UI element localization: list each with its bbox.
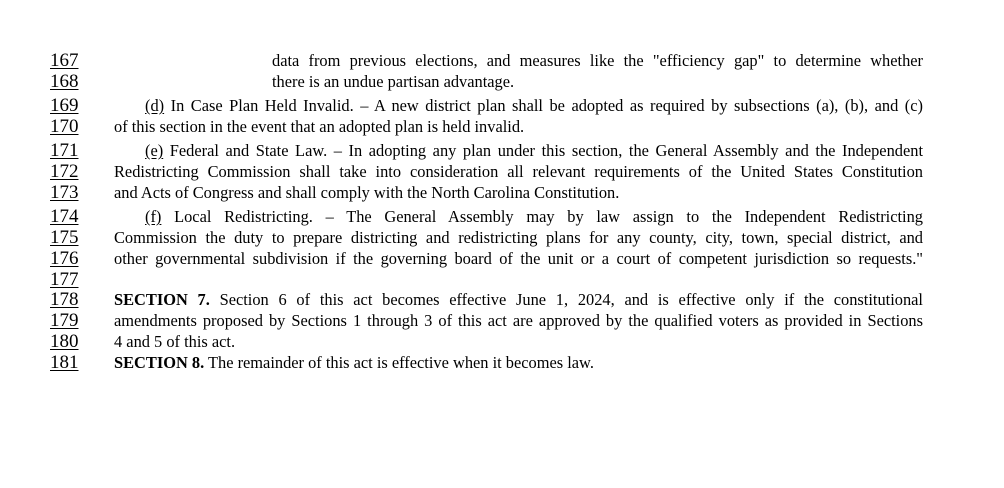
line-number: 177 (50, 269, 79, 290)
line-number: 168 (50, 71, 79, 92)
document-line (0, 71, 1004, 92)
document-line (0, 95, 1004, 116)
section-heading: SECTION 8. (114, 353, 205, 372)
line-number: 169 (50, 95, 79, 116)
line-number: 180 (50, 331, 79, 352)
line-number: 174 (50, 206, 79, 227)
line-number: 176 (50, 248, 79, 269)
document-line (0, 248, 1004, 269)
line-text: 4 and 5 of this act. (114, 332, 236, 351)
document-line (0, 50, 1004, 71)
line-text (114, 206, 923, 227)
line-number: 178 (50, 289, 79, 310)
line-number: 171 (50, 140, 79, 161)
document-line (0, 289, 1004, 310)
document-line (0, 161, 1004, 182)
line-text: and Acts of Congress and shall comply with the North Carolina Constitution. (114, 183, 620, 202)
document-line (0, 331, 1004, 352)
line-number: 173 (50, 182, 79, 203)
line-number: 172 (50, 161, 79, 182)
line-text: amendments proposed by Sections 1 through 3 of this act are approved by the qualified voters as provided in Sections (114, 311, 923, 330)
document-line (0, 227, 1004, 248)
section-text: The remainder of this act is effective when it becomes law. (204, 353, 594, 372)
line-number: 175 (50, 227, 79, 248)
section-text: Section 6 of this act becomes effective June 1, 2024, and is effective only if the constitutional (209, 290, 923, 309)
line-number: 181 (50, 352, 79, 373)
line-text: there is an undue partisan advantage. (272, 72, 515, 91)
document-line (0, 269, 1004, 290)
line-text: data from previous elections, and measures like the "efficiency gap" to determine whether (272, 51, 923, 70)
section-heading: SECTION 7. (114, 290, 210, 309)
subsection-text: In Case Plan Held Invalid. – A new district plan shall be adopted as required by subsections (a), (b), and (c) (164, 96, 923, 115)
document-line (0, 206, 1004, 227)
subsection-label: (d) (145, 96, 165, 115)
line-text (114, 140, 923, 161)
subsection-label: (e) (145, 141, 164, 160)
line-text: other governmental subdivision if the governing board of the unit or a court of competent jurisdiction so requests." (114, 249, 923, 268)
subsection-text: Local Redistricting. – The General Assembly may by law assign to the Independent Redistricting (161, 207, 923, 226)
document-line (0, 182, 1004, 203)
line-text (114, 289, 923, 310)
line-text: of this section in the event that an adopted plan is held invalid. (114, 117, 525, 136)
subsection-label: (f) (145, 207, 162, 226)
line-text: Commission the duty to prepare districting and redistricting plans for any county, city, town, special district, and (114, 228, 923, 247)
document-line (0, 116, 1004, 137)
line-text (114, 95, 923, 116)
subsection-text: Federal and State Law. – In adopting any plan under this section, the General Assembly and the Independent (163, 141, 923, 160)
line-text: Redistricting Commission shall take into consideration all relevant requirements of the United States Constitution (114, 162, 923, 181)
line-number: 167 (50, 50, 79, 71)
line-number: 170 (50, 116, 79, 137)
line-number: 179 (50, 310, 79, 331)
document-line (0, 310, 1004, 331)
document-line (0, 140, 1004, 161)
document-line (0, 352, 1004, 373)
line-text (114, 352, 923, 373)
